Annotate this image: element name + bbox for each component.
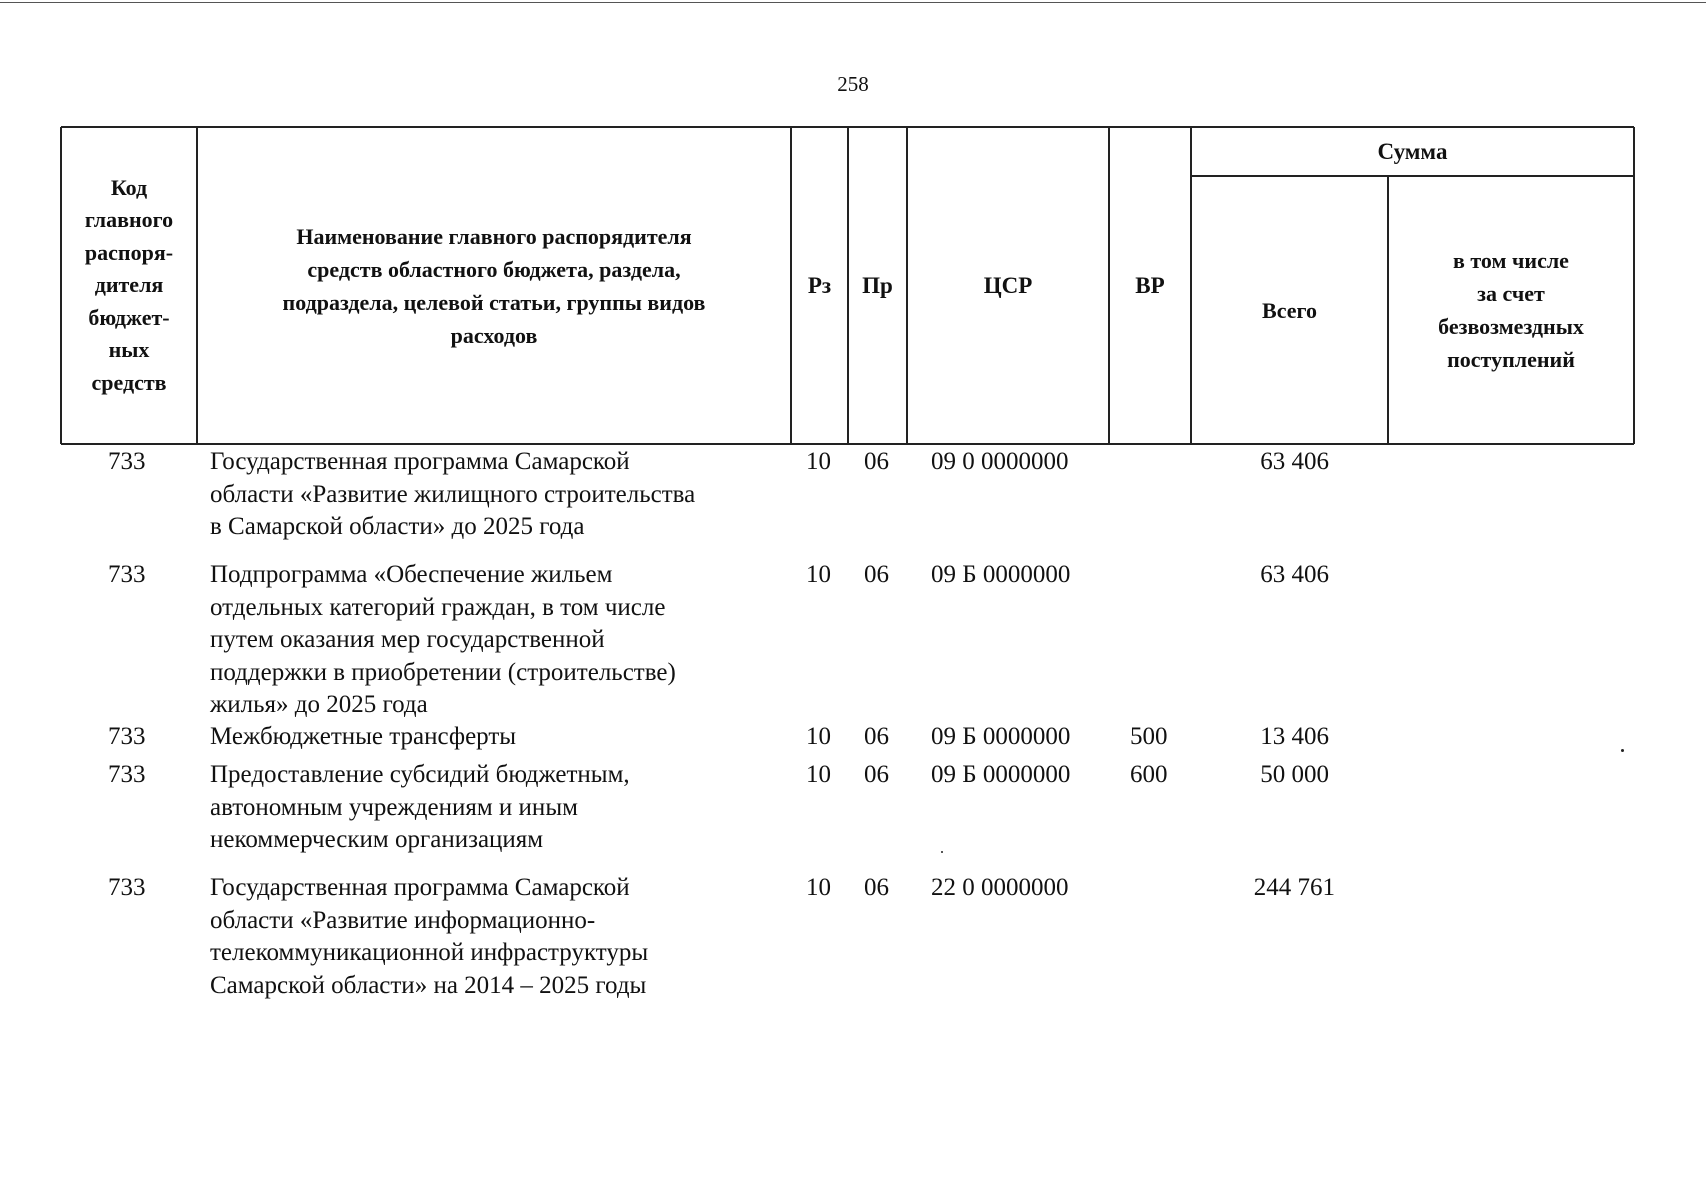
row-code: 733 (108, 874, 146, 901)
row-pr: 06 (864, 561, 889, 588)
row-rz: 10 (806, 448, 831, 475)
page-top-edge (0, 2, 1706, 3)
row-total: 50 000 (1260, 761, 1329, 788)
header-total: Всего (1262, 297, 1317, 323)
row-name: Государственная программа Самарской области «Развитие информационно- телекоммуникационной инфраструктуры Самарской области» на 2014 – 2025 годы (210, 874, 649, 999)
row-csr: 22 0 0000000 (931, 874, 1069, 901)
page-number: 258 (837, 72, 869, 96)
row-csr: 09 Б 0000000 (931, 723, 1071, 750)
row-total: 63 406 (1260, 448, 1329, 475)
row-pr: 06 (864, 761, 889, 788)
header-csr: ЦСР (983, 273, 1033, 298)
header-name: Наименование главного распорядителя средств областного бюджета, раздела, подраздела, целевой статьи, группы видов расходов (282, 223, 706, 348)
row-csr: 09 Б 0000000 (931, 561, 1071, 588)
row-pr: 06 (864, 448, 889, 475)
row-csr: 09 0 0000000 (931, 448, 1069, 475)
row-pr: 06 (864, 874, 889, 901)
row-name: Государственная программа Самарской области «Развитие жилищного строительства в Самарской области» до 2025 года (210, 448, 696, 540)
row-pr: 06 (864, 723, 889, 750)
row-csr: 09 Б 0000000 (931, 761, 1071, 788)
row-code: 733 (108, 448, 146, 475)
row-total: 244 761 (1253, 874, 1335, 901)
row-rz: 10 (806, 761, 831, 788)
header-sum: Сумма (1377, 139, 1448, 164)
row-total: 13 406 (1260, 723, 1329, 750)
row-vr: 600 (1130, 761, 1168, 788)
scan-speck (1621, 749, 1624, 752)
scan-speck (941, 851, 943, 853)
row-code: 733 (108, 561, 146, 588)
row-name: Предоставление субсидий бюджетным, автономным учреждениям и иным некоммерческим организациям (210, 761, 630, 853)
row-rz: 10 (806, 561, 831, 588)
header-including: в том числе за счет безвозмездных поступлений (1438, 248, 1584, 372)
row-name: Подпрограмма «Обеспечение жильем отдельных категорий граждан, в том числе путем оказания мер государственной поддержки в приобретении (строительстве) жилья» до 2025 года (210, 561, 676, 718)
row-code: 733 (108, 723, 146, 750)
row-vr: 500 (1130, 723, 1168, 750)
row-rz: 10 (806, 723, 831, 750)
row-total: 63 406 (1260, 561, 1329, 588)
row-rz: 10 (806, 874, 831, 901)
header-rz: Рз (807, 273, 832, 298)
header-pr: Пр (862, 273, 893, 298)
header-vr: ВР (1135, 273, 1165, 298)
row-code: 733 (108, 761, 146, 788)
row-name: Межбюджетные трансферты (210, 723, 517, 750)
header-code: Код главного распоря- дителя бюджет- ных средств (84, 174, 174, 395)
